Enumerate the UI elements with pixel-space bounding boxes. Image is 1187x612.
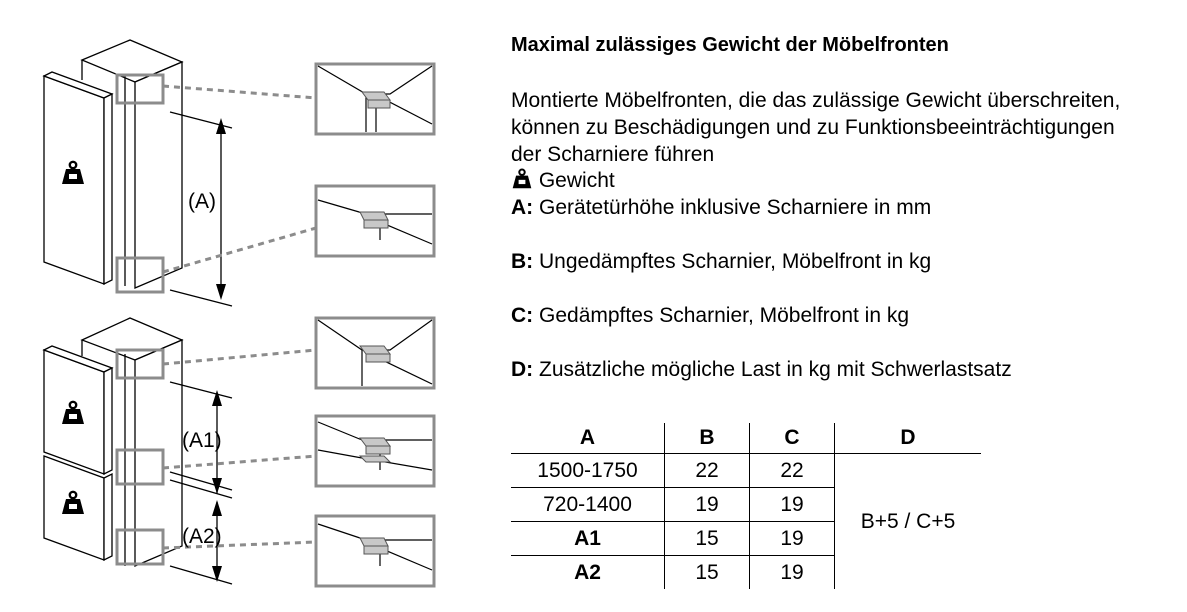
legend-c	[511, 304, 909, 328]
table-row	[511, 454, 981, 488]
table-cell: 720-1400	[511, 488, 665, 522]
table-cell: 15	[665, 556, 750, 590]
table-cell: 19	[750, 556, 835, 590]
table-cell: 1500-1750	[511, 454, 665, 488]
legend-text: Ungedämpftes Scharnier, Möbelfront in kg	[539, 250, 932, 273]
table-header-row	[511, 423, 981, 454]
installation-diagram	[0, 0, 500, 612]
legend-weight-text: Gewicht	[538, 169, 615, 192]
table-header: A	[511, 423, 665, 454]
table-cell: 19	[665, 488, 750, 522]
legend-text: Gedämpftes Scharnier, Möbelfront in kg	[539, 304, 910, 327]
legend-text: Zusätzliche mögliche Last in kg mit Schwerlastsatz	[539, 358, 1012, 381]
table-cell: A2	[574, 560, 601, 584]
table-cell: 15	[665, 522, 750, 556]
legend-key: A:	[511, 196, 534, 219]
legend-weight	[511, 168, 615, 193]
table-cell-d: B+5 / C+5	[835, 454, 982, 590]
dimension-label-a2: (A2)	[182, 525, 222, 548]
table-cell: 22	[750, 454, 835, 488]
intro-text: Montierte Möbelfronten, die das zulässige Gewicht überschreiten, können zu Beschädigungen und zu Funktionsbeeinträchtigungen der Scharniere führen	[511, 89, 1121, 166]
dimension-label-a: (A)	[188, 190, 216, 213]
hinge-detail-panels	[316, 64, 434, 586]
legend-key: C:	[511, 304, 534, 327]
table-cell: 19	[750, 488, 835, 522]
legend-d	[511, 358, 1012, 382]
dimension-label-a1: (A1)	[182, 429, 222, 452]
table-cell: 19	[750, 522, 835, 556]
page-title: Maximal zulässiges Gewicht der Möbelfronten	[511, 34, 949, 56]
table-cell: A1	[511, 522, 665, 556]
legend-a	[511, 196, 931, 220]
legend-text: Gerätetürhöhe inklusive Scharniere in mm	[539, 196, 932, 219]
legend-b	[511, 250, 931, 274]
weight-icon	[511, 168, 533, 190]
legend-key: D:	[511, 358, 534, 381]
detail-connectors	[163, 86, 316, 548]
table-header: B	[665, 423, 750, 454]
table-header: C	[750, 423, 835, 454]
table-cell: 22	[665, 454, 750, 488]
legend-key: B:	[511, 250, 534, 273]
weight-table	[511, 423, 981, 589]
table-header: D	[835, 423, 982, 454]
